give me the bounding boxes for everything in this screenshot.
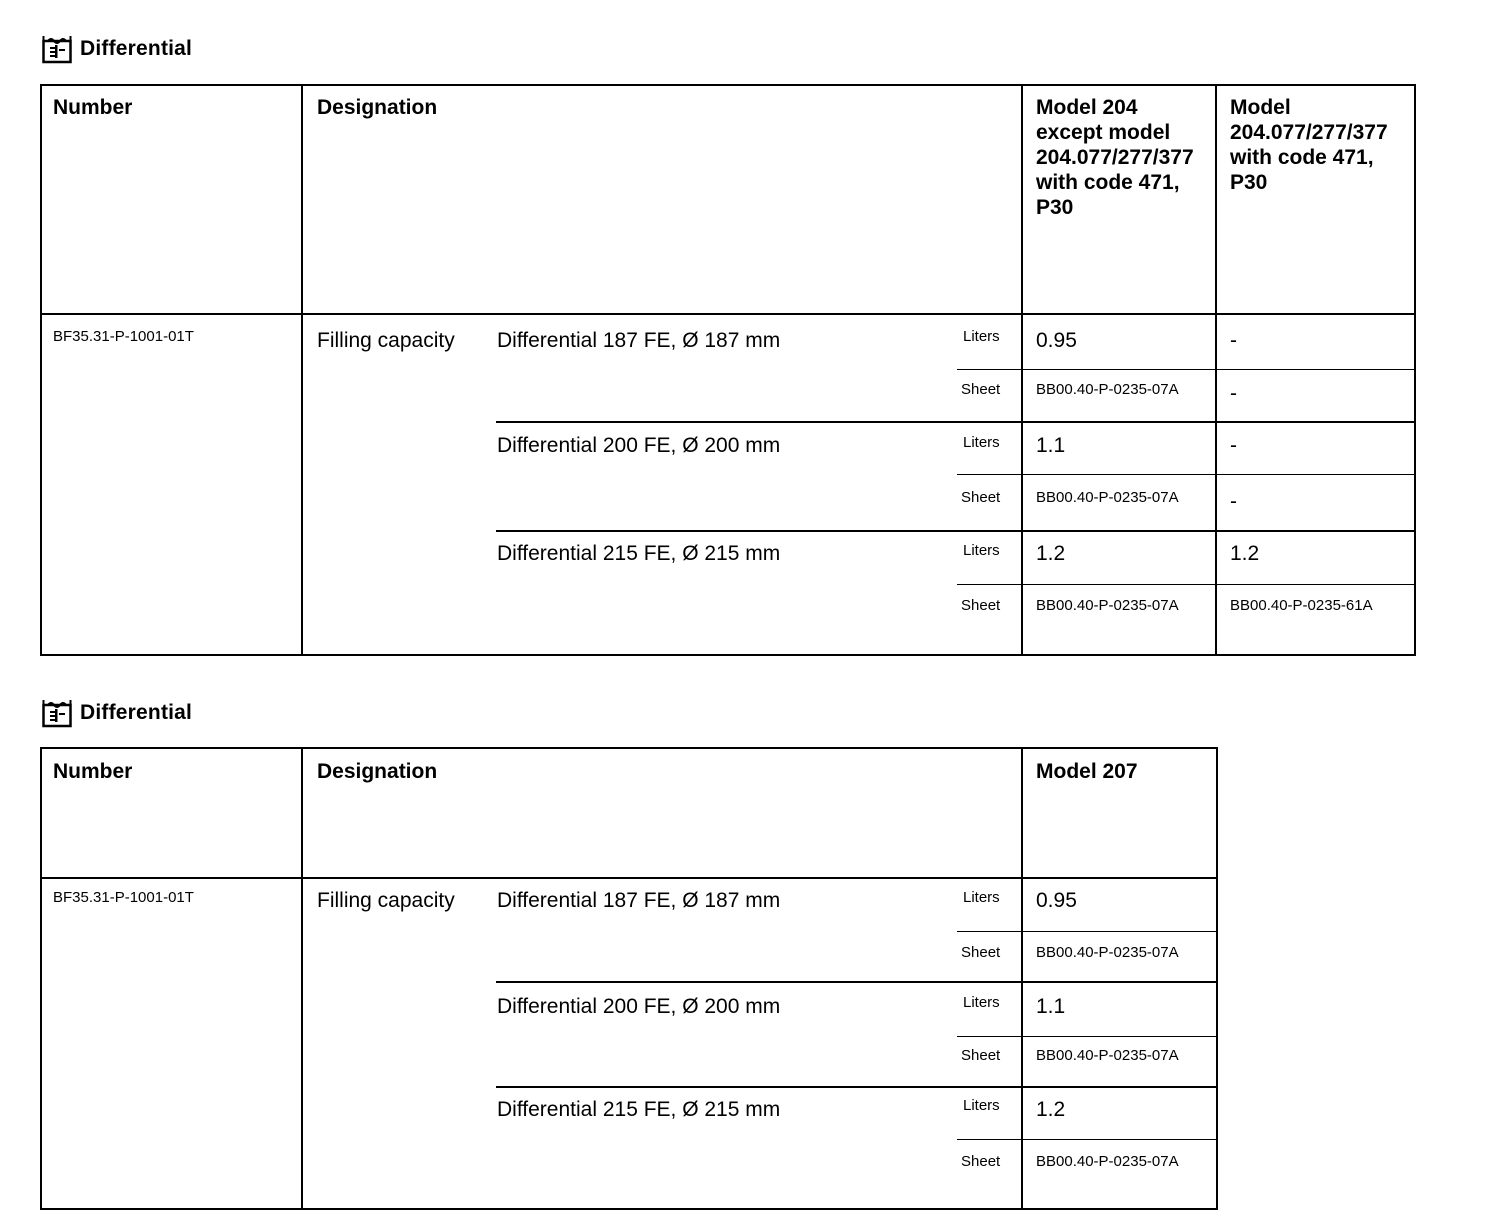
header-designation: Designation	[317, 760, 438, 783]
designation-label: Filling capacity	[317, 329, 455, 352]
divider	[40, 313, 1416, 315]
divider	[1021, 747, 1023, 1210]
unit-label: Liters	[963, 889, 1000, 906]
capacity-table-1	[40, 84, 1416, 656]
unit-label: Sheet	[961, 489, 1001, 506]
divider	[957, 1036, 1217, 1037]
doc-number-link[interactable]: BF35.31-P-1001-01T	[53, 889, 194, 906]
sheet-link[interactable]: BB00.40-P-0235-07A	[1036, 489, 1179, 506]
unit-label: Sheet	[961, 381, 1001, 398]
designation-label: Filling capacity	[317, 889, 455, 912]
liters-value: 1.2	[1230, 542, 1260, 565]
header-number: Number	[53, 760, 133, 783]
divider	[496, 1086, 1217, 1088]
unit-label: Sheet	[961, 1153, 1001, 1170]
differential-label: Differential 200 FE, Ø 200 mm	[497, 434, 781, 457]
divider	[957, 931, 1217, 932]
header-number: Number	[53, 96, 133, 119]
unit-label: Sheet	[961, 944, 1001, 961]
section-1-heading	[42, 32, 192, 66]
header-model-col1: Model 207	[1036, 760, 1138, 783]
divider	[496, 421, 1415, 423]
fluid-container-icon	[42, 698, 72, 728]
sheet-link[interactable]: BB00.40-P-0235-07A	[1036, 1153, 1179, 1170]
divider	[1021, 84, 1023, 656]
divider	[1215, 84, 1217, 656]
differential-label: Differential 215 FE, Ø 215 mm	[497, 542, 781, 565]
unit-label: Liters	[963, 994, 1000, 1011]
unit-label: Liters	[963, 1097, 1000, 1114]
unit-label: Sheet	[961, 597, 1001, 614]
divider	[957, 369, 1415, 370]
sheet-link[interactable]: BB00.40-P-0235-07A	[1036, 944, 1179, 961]
section-title: Differential	[80, 701, 193, 724]
divider	[40, 877, 1218, 879]
header-model-col2: Model 204.077/277/377 with code 471, P30	[1230, 96, 1388, 194]
sheet-link[interactable]: BB00.40-P-0235-61A	[1230, 597, 1373, 614]
liters-value: 0.95	[1036, 889, 1077, 912]
sheet-link[interactable]: BB00.40-P-0235-07A	[1036, 1047, 1179, 1064]
divider	[301, 747, 303, 1210]
differential-label: Differential 215 FE, Ø 215 mm	[497, 1098, 781, 1121]
differential-label: Differential 187 FE, Ø 187 mm	[497, 889, 781, 912]
differential-label: Differential 187 FE, Ø 187 mm	[497, 329, 781, 352]
header-model-col1: Model 204 except model 204.077/277/377 with code 471, P30	[1036, 96, 1194, 219]
liters-value: 1.1	[1036, 434, 1066, 457]
section-title: Differential	[80, 37, 193, 60]
sheet-link[interactable]: BB00.40-P-0235-07A	[1036, 381, 1179, 398]
liters-value: -	[1230, 329, 1237, 352]
liters-value: -	[1230, 434, 1237, 457]
unit-label: Sheet	[961, 1047, 1001, 1064]
doc-number-link[interactable]: BF35.31-P-1001-01T	[53, 328, 194, 345]
differential-label: Differential 200 FE, Ø 200 mm	[497, 995, 781, 1018]
sheet-value: -	[1230, 490, 1237, 513]
unit-label: Liters	[963, 542, 1000, 559]
header-designation: Designation	[317, 96, 438, 119]
section-2-heading	[42, 696, 192, 730]
capacity-table-2	[40, 747, 1218, 1210]
liters-value: 1.2	[1036, 542, 1066, 565]
sheet-link[interactable]: BB00.40-P-0235-07A	[1036, 597, 1179, 614]
divider	[957, 584, 1415, 585]
liters-value: 1.2	[1036, 1098, 1066, 1121]
divider	[957, 474, 1415, 475]
unit-label: Liters	[963, 434, 1000, 451]
divider	[496, 981, 1217, 983]
divider	[301, 84, 303, 656]
divider	[496, 530, 1415, 532]
sheet-value: -	[1230, 382, 1237, 405]
liters-value: 0.95	[1036, 329, 1077, 352]
fluid-container-icon	[42, 34, 72, 64]
liters-value: 1.1	[1036, 995, 1066, 1018]
unit-label: Liters	[963, 328, 1000, 345]
divider	[957, 1139, 1217, 1140]
